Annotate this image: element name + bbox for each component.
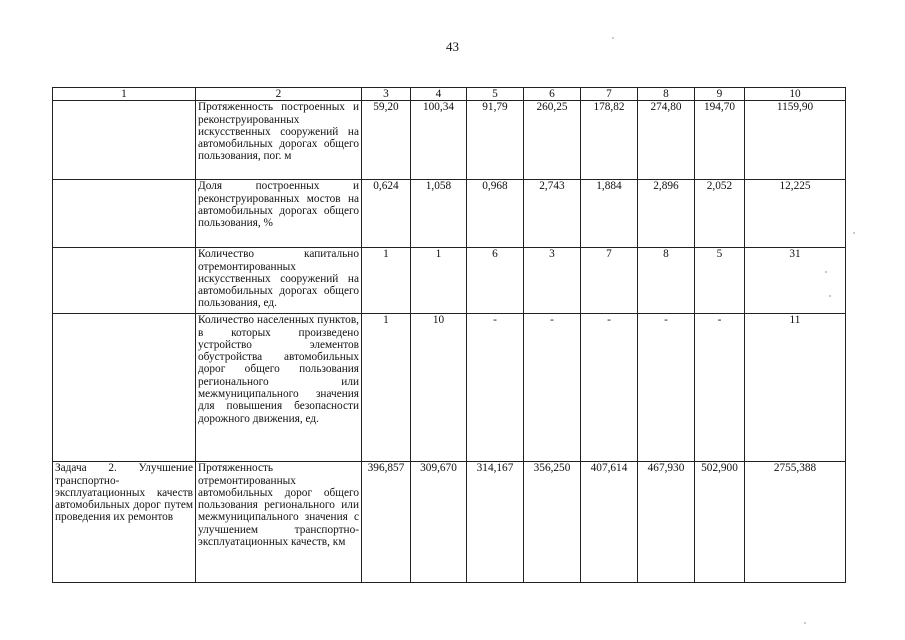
value-cell: 1,884	[581, 180, 638, 248]
column-header: 3	[362, 88, 411, 101]
value-cell: 3	[524, 248, 581, 314]
column-header: 2	[196, 88, 362, 101]
column-header: 4	[411, 88, 467, 101]
indicator-cell: Протяженность построенных и реконструированных искусственных сооружений на автомобильных дорогах общего пользования, пог. м	[196, 101, 362, 180]
scan-speck	[612, 37, 614, 39]
column-header: 5	[467, 88, 524, 101]
indicator-cell: Количество капитально отремонтированных искусственных сооружений на автомобильных дорогах общего пользования, ед.	[196, 248, 362, 314]
column-header: 9	[695, 88, 745, 101]
page-number: 43	[446, 39, 459, 54]
value-cell: 2,052	[695, 180, 745, 248]
value-cell: 1	[411, 248, 467, 314]
value-cell: 502,900	[695, 462, 745, 583]
value-cell: 10	[411, 314, 467, 462]
indicators-table	[52, 87, 846, 583]
scan-speck	[804, 622, 806, 624]
task-cell	[53, 314, 196, 462]
table-row	[53, 314, 846, 462]
value-cell: 0,968	[467, 180, 524, 248]
column-header: 8	[638, 88, 695, 101]
indicator-cell: Доля построенных и реконструированных мостов на автомобильных дорогах общего пользования, %	[196, 180, 362, 248]
scan-speck	[853, 232, 855, 234]
value-cell: 2,896	[638, 180, 695, 248]
scan-speck	[825, 271, 827, 273]
value-cell: 194,70	[695, 101, 745, 180]
value-cell: -	[695, 314, 745, 462]
table-row	[53, 248, 846, 314]
total-cell: 2755,388	[745, 462, 846, 583]
table-row	[53, 180, 846, 248]
value-cell: 2,743	[524, 180, 581, 248]
value-cell: 396,857	[362, 462, 411, 583]
value-cell: 178,82	[581, 101, 638, 180]
value-cell: 309,670	[411, 462, 467, 583]
value-cell: 356,250	[524, 462, 581, 583]
task-cell	[53, 248, 196, 314]
task-cell: Задача 2. Улучшение транспортно-эксплуатационных качеств автомобильных дорог путем проведения их ремонтов	[53, 462, 196, 583]
value-cell: 1	[362, 314, 411, 462]
table-row	[53, 462, 846, 583]
value-cell: 7	[581, 248, 638, 314]
scan-speck	[829, 295, 831, 297]
value-cell: -	[467, 314, 524, 462]
value-cell: 407,614	[581, 462, 638, 583]
value-cell: -	[638, 314, 695, 462]
task-cell	[53, 101, 196, 180]
task-cell	[53, 180, 196, 248]
column-header: 1	[53, 88, 196, 101]
column-number-row	[53, 88, 846, 101]
indicator-cell: Количество населенных пунктов, в которых произведено устройство элементов обустройства автомобильных дорог общего пользования регионального или межмуниципального значения для повышения безопасности дорожного движения, ед.	[196, 314, 362, 462]
column-header: 7	[581, 88, 638, 101]
table-row	[53, 101, 846, 180]
value-cell: 6	[467, 248, 524, 314]
value-cell: 100,34	[411, 101, 467, 180]
total-cell: 1159,90	[745, 101, 846, 180]
value-cell: 8	[638, 248, 695, 314]
value-cell: 274,80	[638, 101, 695, 180]
indicator-cell: Протяженность отремонтированных автомобильных дорог общего пользования регионального или межмуниципального значения с улучшением транспортно-эксплуатационных качеств, км	[196, 462, 362, 583]
total-cell: 31	[745, 248, 846, 314]
value-cell: 467,930	[638, 462, 695, 583]
value-cell: -	[581, 314, 638, 462]
value-cell: 1	[362, 248, 411, 314]
value-cell: 314,167	[467, 462, 524, 583]
column-header: 6	[524, 88, 581, 101]
total-cell: 12,225	[745, 180, 846, 248]
value-cell: 59,20	[362, 101, 411, 180]
value-cell: 1,058	[411, 180, 467, 248]
value-cell: 260,25	[524, 101, 581, 180]
value-cell: 0,624	[362, 180, 411, 248]
value-cell: 5	[695, 248, 745, 314]
value-cell: 91,79	[467, 101, 524, 180]
value-cell: -	[524, 314, 581, 462]
total-cell: 11	[745, 314, 846, 462]
column-header: 10	[745, 88, 846, 101]
